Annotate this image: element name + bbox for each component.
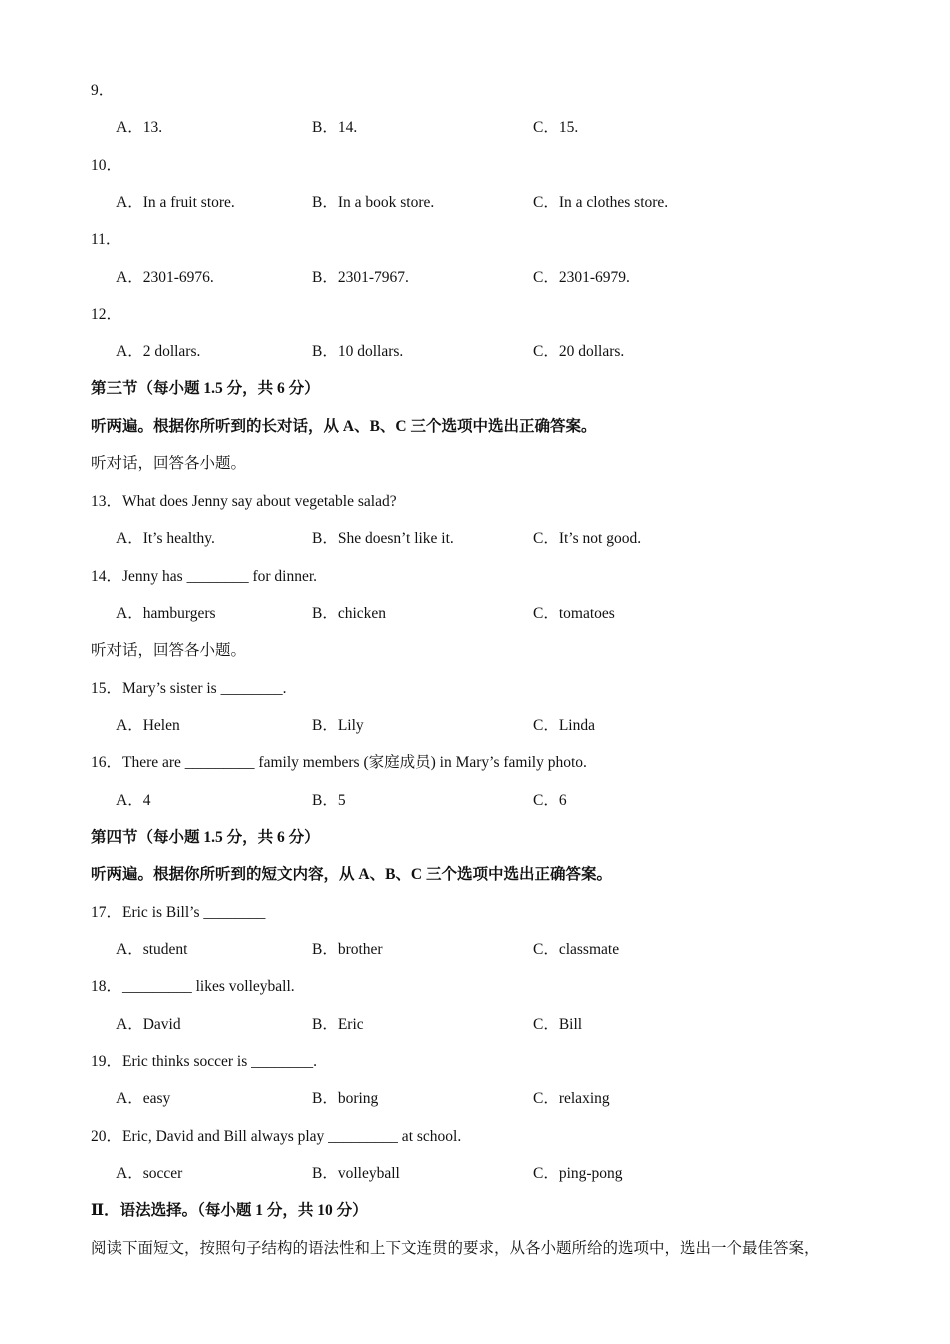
question-13-stem: 13．What does Jenny say about vegetable salad? (91, 493, 397, 510)
question-15-option-b: B．Lily (312, 717, 364, 734)
question-19-option-a: A．easy (116, 1090, 171, 1107)
question-16-stem: 16．There are _________ family members (家庭成员) in Mary’s family photo. (91, 754, 587, 771)
question-9-option-b: B．14. (312, 119, 358, 136)
question-16-option-a: A．4 (116, 792, 151, 809)
question-15-option-c: C．Linda (533, 717, 595, 734)
question-11-option-b: B．2301-7967. (312, 269, 409, 286)
section-4-header: 第四节（每小题 1.5 分，共 6 分） (91, 829, 320, 846)
question-9-option-c: C．15. (533, 119, 579, 136)
section-3-header: 第三节（每小题 1.5 分，共 6 分） (91, 380, 320, 397)
question-13-option-c: C．It’s not good. (533, 530, 642, 547)
question-14-option-a: A．hamburgers (116, 605, 216, 622)
section-3-dialog-2-label: 听对话，回答各小题。 (91, 642, 247, 659)
question-18-option-a: A．David (116, 1016, 181, 1033)
question-18-option-b: B．Eric (312, 1016, 364, 1033)
question-13-option-a: A．It’s healthy. (116, 530, 215, 547)
question-20-option-a: A．soccer (116, 1165, 183, 1182)
question-15-stem: 15．Mary’s sister is ________. (91, 680, 287, 697)
question-19-option-c: C．relaxing (533, 1090, 610, 1107)
section-3-dialog-1-label: 听对话，回答各小题。 (91, 455, 247, 472)
section-3-instruction: 听两遍。根据你所听到的长对话，从 A、B、C 三个选项中选出正确答案。 (91, 418, 597, 435)
question-11-number: 11． (91, 231, 122, 248)
question-9-option-a: A．13. (116, 119, 163, 136)
question-17-stem: 17．Eric is Bill’s ________ (91, 904, 266, 921)
question-20-option-c: C．ping-pong (533, 1165, 623, 1182)
question-12-option-a: A．2 dollars. (116, 343, 201, 360)
section-4-instruction: 听两遍。根据你所听到的短文内容，从 A、B、C 三个选项中选出正确答案。 (91, 866, 612, 883)
question-14-stem: 14．Jenny has ________ for dinner. (91, 568, 318, 585)
question-17-option-b: B．brother (312, 941, 383, 958)
question-16-option-c: C．6 (533, 792, 567, 809)
question-19-stem: 19．Eric thinks soccer is ________. (91, 1053, 318, 1070)
question-10-option-b: B．In a book store. (312, 194, 435, 211)
question-12-number: 12． (91, 306, 123, 323)
question-16-option-b: B．5 (312, 792, 346, 809)
question-17-option-a: A．student (116, 941, 188, 958)
question-12-option-b: B．10 dollars. (312, 343, 404, 360)
question-10-option-c: C．In a clothes store. (533, 194, 669, 211)
part-2-header: Ⅱ．语法选择。（每小题 1 分，共 10 分） (91, 1202, 368, 1219)
question-10-option-a: A．In a fruit store. (116, 194, 235, 211)
question-18-stem: 18．_________ likes volleyball. (91, 978, 295, 995)
question-19-option-b: B．boring (312, 1090, 379, 1107)
question-20-option-b: B．volleyball (312, 1165, 400, 1182)
question-12-option-c: C．20 dollars. (533, 343, 625, 360)
question-11-option-c: C．2301-6979. (533, 269, 630, 286)
question-11-option-a: A．2301-6976. (116, 269, 214, 286)
question-20-stem: 20．Eric, David and Bill always play _________ at school. (91, 1128, 462, 1145)
question-15-option-a: A．Helen (116, 717, 180, 734)
question-17-option-c: C．classmate (533, 941, 620, 958)
question-9-number: 9． (91, 82, 115, 99)
part-2-instruction: 阅读下面短文，按照句子结构的语法性和上下文连贯的要求，从各小题所给的选项中，选出一个最佳答案， (91, 1240, 820, 1257)
question-18-option-c: C．Bill (533, 1016, 583, 1033)
question-10-number: 10． (91, 157, 123, 174)
question-13-option-b: B．She doesn’t like it. (312, 530, 454, 547)
question-14-option-b: B．chicken (312, 605, 387, 622)
question-14-option-c: C．tomatoes (533, 605, 615, 622)
